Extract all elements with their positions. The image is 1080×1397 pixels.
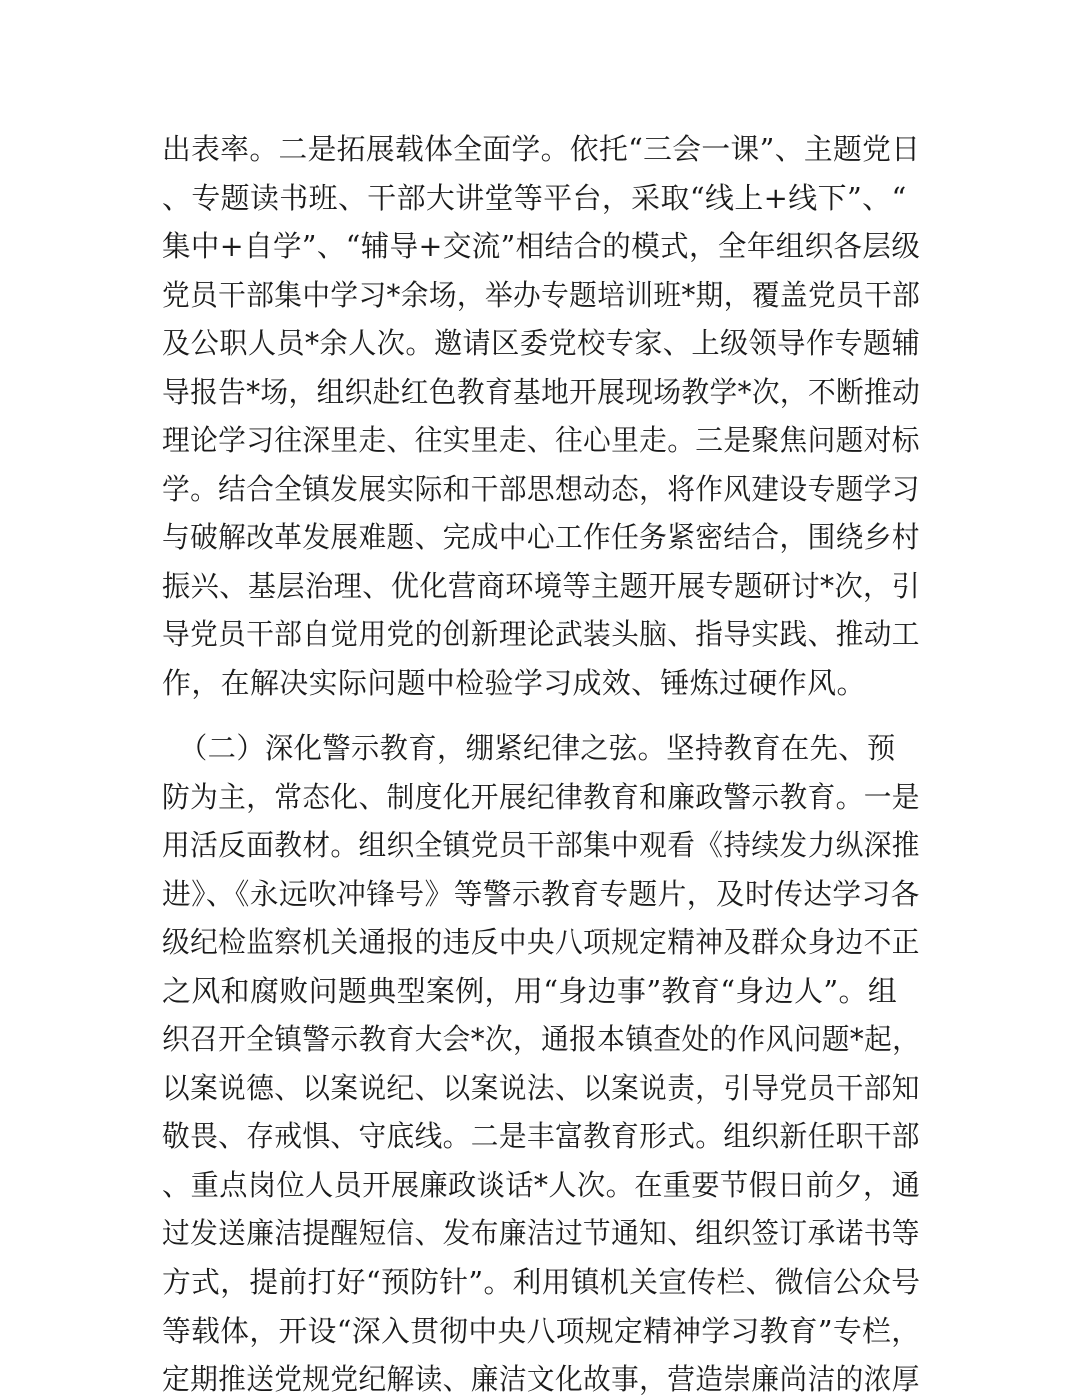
paragraph-1-line-4: 党员干部集中学习*余场，举办专题培训班*期，覆盖党员干部 bbox=[162, 277, 921, 312]
paragraph-1-line-11: 导党员干部自觉用党的创新理论武装头脑、指导实践、推动工 bbox=[162, 617, 920, 652]
paragraph-1-line-5: 及公职人员*余人次。邀请区委党校专家、上级领导作专题辅 bbox=[162, 326, 921, 361]
paragraph-2-line-14: 定期推送党规党纪解读、廉洁文化故事，营造崇廉尚洁的浓厚 bbox=[162, 1362, 920, 1396]
paragraph-1-line-2: 、专题读书班、干部大讲堂等平台，采取“线上+线下”、“ bbox=[162, 180, 907, 215]
paragraph-2-line-7: 织召开全镇警示教育大会*次，通报本镇查处的作风问题*起， bbox=[162, 1022, 921, 1057]
paragraph-2-line-9: 敬畏、存戒惧、守底线。二是丰富教育形式。组织新任职干部 bbox=[162, 1119, 920, 1154]
paragraph-1-line-6: 导报告*场，组织赴红色教育基地开展现场教学*次，不断推动 bbox=[162, 374, 921, 409]
paragraph-2-line-8: 以案说德、以案说纪、以案说法、以案说责，引导党员干部知 bbox=[162, 1070, 920, 1105]
paragraph-1-line-12: 作，在解决实际问题中检验学习成效、锤炼过硬作风。 bbox=[162, 665, 866, 700]
paragraph-1-line-9: 与破解改革发展难题、完成中心工作任务紧密结合，围绕乡村 bbox=[162, 520, 920, 555]
paragraph-1-line-8: 学。结合全镇发展实际和干部思想动态，将作风建设专题学习 bbox=[162, 471, 920, 506]
paragraph-2-line-11: 过发送廉洁提醒短信、发布廉洁过节通知、组织签订承诺书等 bbox=[162, 1216, 920, 1251]
paragraph-2-line-5: 级纪检监察机关通报的违反中央八项规定精神及群众身边不正 bbox=[162, 925, 920, 960]
paragraph-1-line-3: 集中+自学”、“辅导+交流”相结合的模式，全年组织各层级 bbox=[162, 229, 921, 263]
paragraph-2-line-12: 方式，提前打好“预防针”。利用镇机关宣传栏、微信公众号 bbox=[162, 1265, 921, 1299]
paragraph-2-line-13: 等载体，开设“深入贯彻中央八项规定精神学习教育”专栏， bbox=[162, 1313, 921, 1348]
paragraph-1-line-1: 出表率。二是拓展载体全面学。依托“三会一课”、主题党日 bbox=[162, 132, 921, 166]
paragraph-2-line-2: 防为主，常态化、制度化开展纪律教育和廉政警示教育。一是 bbox=[162, 779, 920, 814]
paragraph-2-line-3: 用活反面教材。组织全镇党员干部集中观看《持续发力纵深推 bbox=[162, 828, 920, 863]
paragraph-2-line-1: （二）深化警示教育，绷紧纪律之弦。坚持教育在先、预 bbox=[179, 731, 896, 766]
paragraph-1-line-7: 理论学习往深里走、往实里走、往心里走。三是聚焦问题对标 bbox=[162, 423, 920, 458]
paragraph-2-line-10: 、重点岗位人员开展廉政谈话*人次。在重要节假日前夕，通 bbox=[162, 1167, 921, 1202]
paragraph-1-line-10: 振兴、基层治理、优化营商环境等主题开展专题研讨*次，引 bbox=[162, 568, 921, 603]
paragraph-2-line-6: 之风和腐败问题典型案例，用“身边事”教育“身边人”。组 bbox=[162, 973, 898, 1008]
paragraph-2-line-4: 进》、《永远吹冲锋号》等警示教育专题片，及时传达学习各 bbox=[162, 876, 920, 911]
